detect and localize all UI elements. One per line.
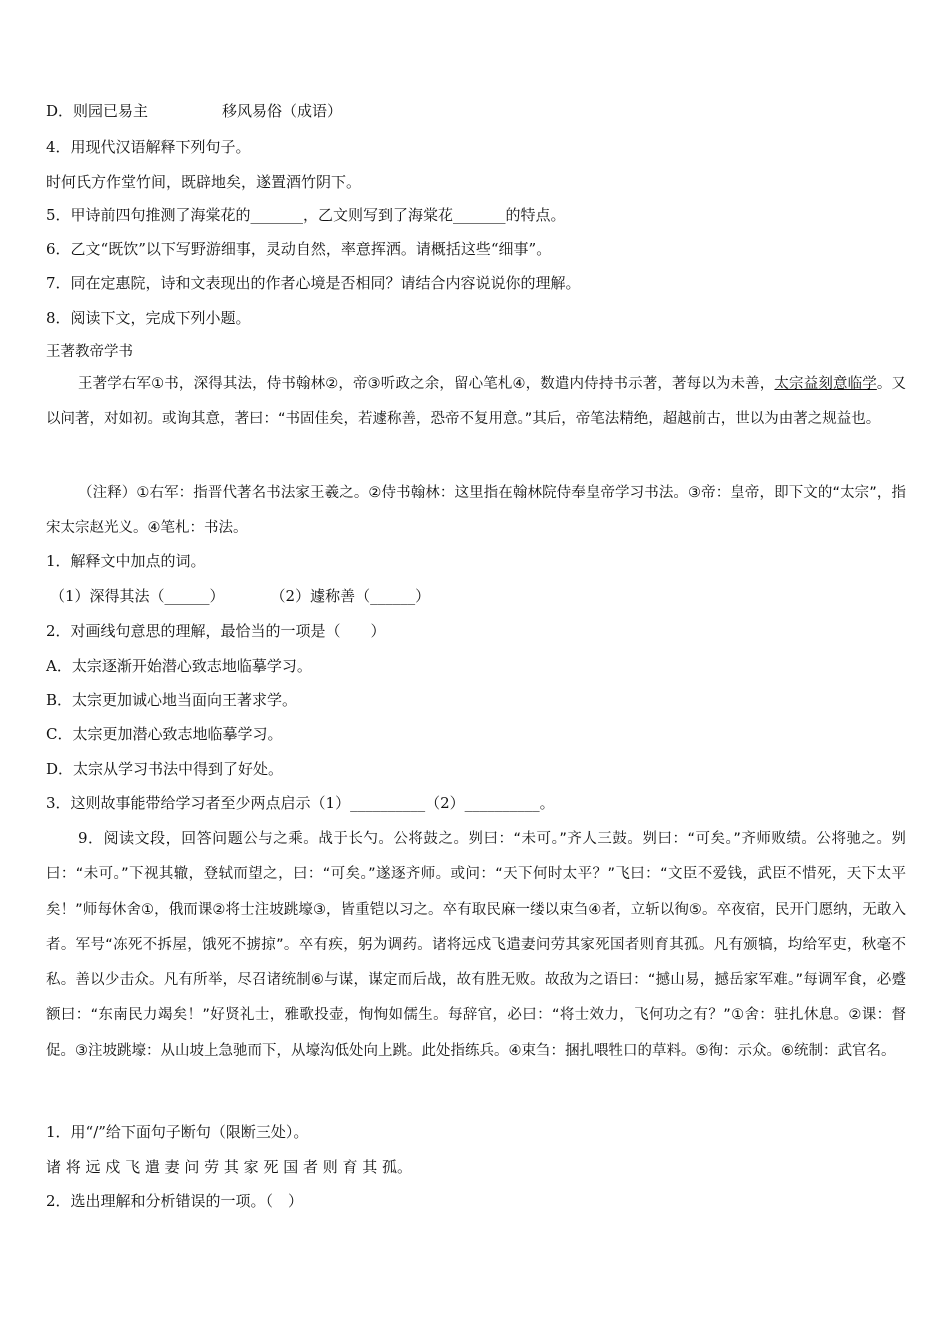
question-4: 4．用现代汉语解释下列句子。 <box>46 138 251 156</box>
option-d: D．太宗从学习书法中得到了好处。 <box>46 760 284 778</box>
item-2: （2）遽称善（______） <box>270 587 431 605</box>
option-c: C．太宗更加潜心致志地临摹学习。 <box>46 725 283 743</box>
q3-option-d <box>46 100 342 122</box>
q8-sub-2: 2．对画线句意思的理解，最恰当的一项是（ ） <box>46 622 386 640</box>
q8-sub-1-items <box>50 585 430 607</box>
option-b: B．太宗更加诚心地当面向王著求学。 <box>46 691 298 709</box>
passage-text-2: 。又以问著，对如初。或询其意，著曰：“书固佳矣，若遽称善，恐帝不复用意。”其后，帝笔法精绝，超越前古，世以为由著之规益也。 <box>46 376 906 427</box>
passage-body <box>46 367 906 436</box>
q9-sub-2: 2．选出理解和分析错误的一项。（ ） <box>46 1192 304 1210</box>
passage-title: 王著教帝学书 <box>46 344 133 360</box>
q8-sub-1: 1．解释文中加点的词。 <box>46 552 206 570</box>
passage-2 <box>46 821 906 1069</box>
passage-notes: （注释）①右军：指晋代著名书法家王羲之。②侍书翰林：这里指在翰林院侍奉皇帝学习书法。③帝：皇帝，即下文的“太宗”，指宋太宗赵光义。④笔札：书法。 <box>46 485 906 536</box>
q9-sub-1: 1．用“/”给下面句子断句（限断三处）。 <box>46 1123 309 1141</box>
option-d-text: D．则园已易主 <box>46 102 149 120</box>
question-9-intro: 9．阅读文段，回答问题 <box>78 829 244 847</box>
question-7: 7．同在定惠院，诗和文表现出的作者心境是否相同？请结合内容说说你的理解。 <box>46 274 581 292</box>
question-4-sentence: 时何氏方作堂竹间，既辟地矣，遂置酒竹阴下。 <box>46 173 362 191</box>
question-5: 5．甲诗前四句推测了海棠花的_______，乙文则写到了海棠花_______的特点。 <box>46 206 566 224</box>
passage-text-1: 王著学右军①书，深得其法，侍书翰林②，帝③听政之余，留心笔札④，数遣内侍持书示著，著每以为未善， <box>78 376 775 392</box>
passage-2-text: 公与之乘。战于长勺。公将鼓之。刿曰：“未可。”齐人三鼓。刿曰：“可矣。”齐师败绩。公将驰之。刿曰：“未可。”下视其辙，登轼而望之，曰：“可矣。”遂逐齐师。或问：“天下何时太平？”飞曰：“文臣不爱钱，武臣不惜死，天下太平矣！”师每休舍①，俄而课②将士注坡跳壕③，皆重铠以习之。卒有取民麻一缕以束刍④者，立斩以徇⑤。卒夜宿，民开门愿纳，无敢入者。军号“冻死不拆屋，饿死不掳掠”。卒有疾，躬为调药。诸将远戍飞遣妻问劳其家死国者则育其孤。凡有颁犒，均给军吏，秋毫不私。善以少击众。凡有所举，尽召诸统制⑥与谋，谋定而后战，故有胜无败。故敌为之语曰：“撼山易，撼岳家军难。”每调军食，必蹙额曰：“东南民力竭矣！”好贤礼士，雅歌投壶，恂恂如儒生。每辞官，必曰：“将士效力，飞何功之有？”①舍：驻扎休息。②课：督促。③注坡跳壕：从山坡上急驰而下，从壕沟低处向上跳。此处指练兵。④束刍：捆扎喂牲口的草料。⑤徇：示众。⑥统制：武官名。 <box>46 831 907 1059</box>
q8-sub-3: 3．这则故事能带给学习者至少两点启示（1）__________（2）__________。 <box>46 794 555 812</box>
question-6: 6．乙文“既饮”以下写野游细事，灵动自然，率意挥洒。请概括这些“细事”。 <box>46 240 552 258</box>
option-d-idiom: 移风易俗（成语） <box>222 102 343 120</box>
q9-sub-1-sentence: 诸 将 远 戍 飞 遣 妻 问 劳 其 家 死 国 者 则 育 其 孤。 <box>46 1158 413 1176</box>
question-8: 8．阅读下文，完成下列小题。 <box>46 309 251 327</box>
option-a: A．太宗逐渐开始潜心致志地临摹学习。 <box>46 657 312 675</box>
item-1: （1）深得其法（______） <box>50 587 225 605</box>
underlined-sentence: 太宗益刻意临学 <box>774 376 877 392</box>
